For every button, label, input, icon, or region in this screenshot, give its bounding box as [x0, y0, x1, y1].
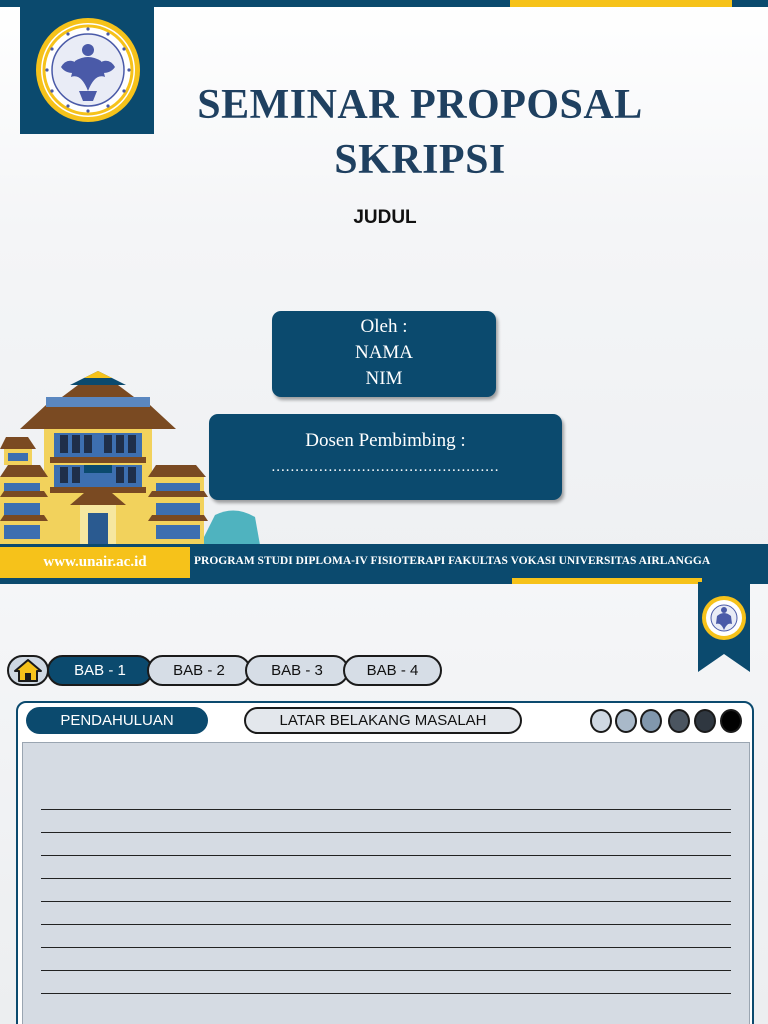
author-card [272, 311, 496, 397]
advisor-card [209, 414, 562, 500]
ruled-line [41, 832, 731, 833]
ruled-line [41, 970, 731, 971]
chapter-tabs [7, 655, 442, 686]
progress-dot-2[interactable] [615, 709, 637, 733]
university-seal-icon [35, 17, 141, 123]
title-line-2: SKRIPSI [334, 137, 506, 183]
website-url[interactable]: www.unair.ac.id [0, 547, 190, 578]
program-name: PROGRAM STUDI DIPLOMA-IV FISIOTERAPI FAKULTAS VOKASI UNIVERSITAS AIRLANGGA [194, 555, 711, 567]
presentation-title [150, 78, 690, 188]
home-icon [9, 657, 47, 684]
university-building-illustration [0, 365, 260, 545]
progress-dot-4[interactable] [668, 709, 690, 733]
advisor-name-blank: ................................................ [271, 459, 500, 475]
ruled-line [41, 947, 731, 948]
tab-bab-2[interactable]: BAB - 2 [147, 655, 251, 686]
section-label[interactable]: PENDAHULUAN [26, 707, 208, 734]
progress-dot-6[interactable] [720, 709, 742, 733]
tab-bab-4[interactable]: BAB - 4 [343, 655, 442, 686]
thesis-title-placeholder: JUDUL [353, 207, 417, 228]
progress-dot-3[interactable] [640, 709, 662, 733]
tab-bab-1[interactable]: BAB - 1 [47, 655, 153, 686]
ruled-line [41, 993, 731, 994]
text-content-area[interactable] [22, 742, 750, 1024]
home-button[interactable] [7, 655, 49, 686]
progress-dot-1[interactable] [590, 709, 612, 733]
tab-bab-3[interactable]: BAB - 3 [245, 655, 349, 686]
title-line-1: SEMINAR PROPOSAL [197, 82, 643, 128]
progress-dot-5[interactable] [694, 709, 716, 733]
top-bar-accent [512, 578, 702, 584]
ruled-line [41, 809, 731, 810]
author-name: NAMA [354, 342, 414, 363]
top-bar-accent [510, 0, 732, 7]
author-label: Oleh : [360, 316, 408, 337]
ruled-line [41, 901, 731, 902]
subsection-label[interactable]: LATAR BELAKANG MASALAH [244, 707, 522, 734]
advisor-label: Dosen Pembimbing : [305, 430, 466, 451]
ruled-line [41, 924, 731, 925]
content-slide [0, 578, 768, 1024]
ruled-line [41, 878, 731, 879]
ruled-line [41, 855, 731, 856]
university-seal-banner-icon [698, 582, 750, 672]
author-id: NIM [365, 368, 403, 389]
